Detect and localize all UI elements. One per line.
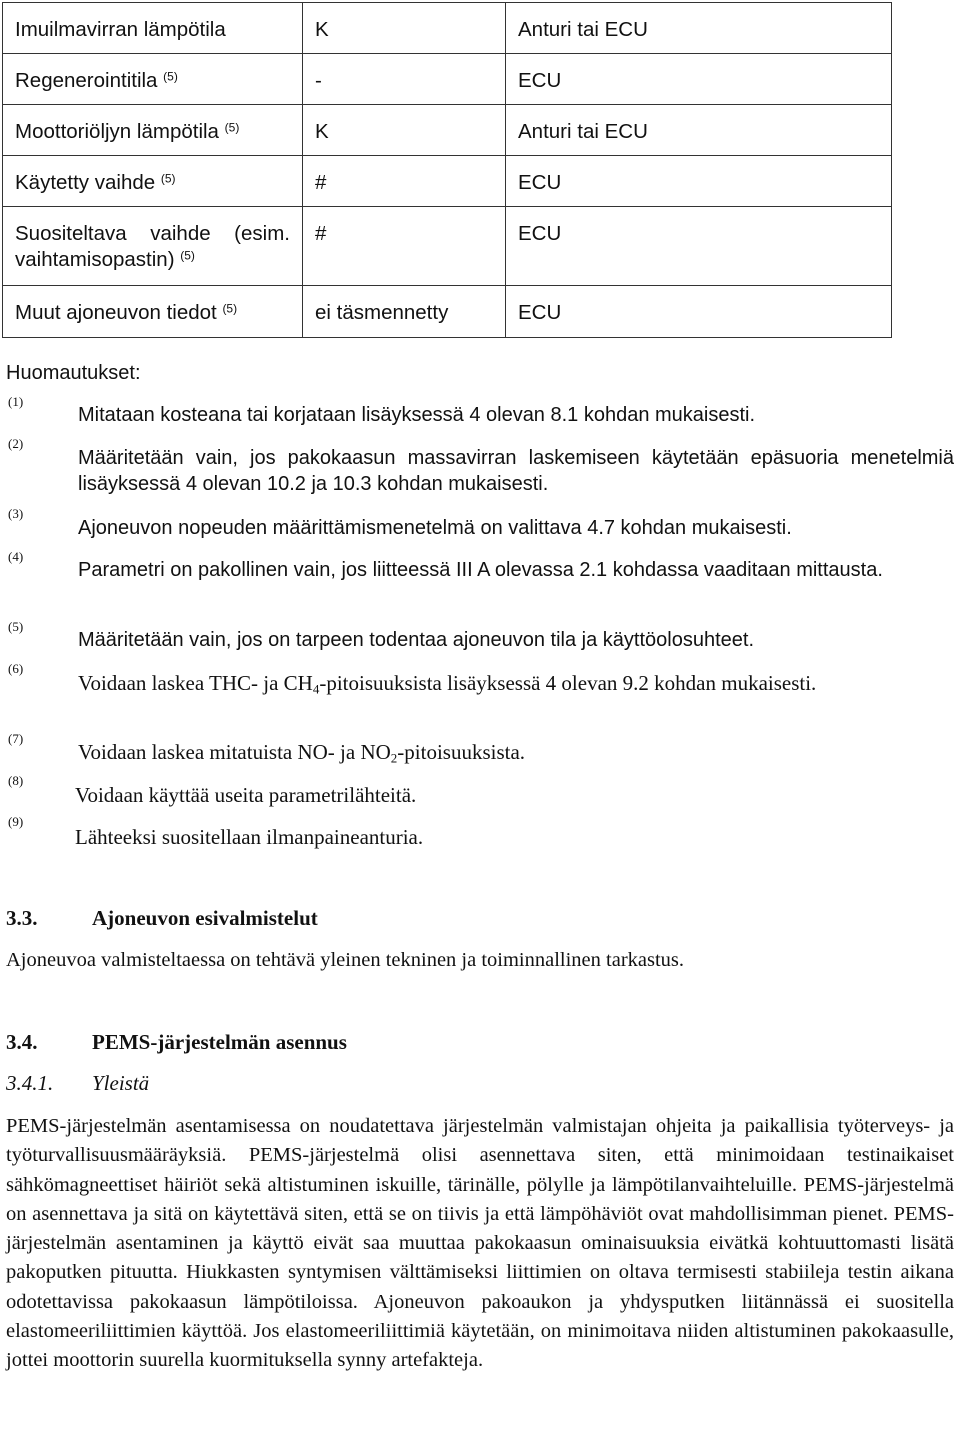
subsection-title: Yleistä [92,1071,150,1095]
source-cell: ECU [506,207,892,286]
subsection-heading [6,1071,149,1096]
note-text: Lähteeksi suositellaan ilmanpaineanturia. [75,825,424,849]
note-number: (9) [8,814,24,829]
footnote-ref: (5) [163,69,178,84]
source-cell: ECU [506,286,892,338]
param-name: Käytetty vaihde [15,171,156,194]
table-row [3,54,892,105]
notes-title: Huomautukset: [6,362,141,384]
unit-cell: K [303,3,506,54]
note-number: (4) [8,549,24,564]
param-name-line1: Suositeltava vaihde (esim. [15,222,290,245]
source-cell: ECU [506,54,892,105]
note-text [78,739,954,765]
unit-cell: K [303,105,506,156]
param-name: Moottoriöljyn lämpötila [15,120,219,143]
source-cell: Anturi tai ECU [506,105,892,156]
note-text-a: Voidaan laskea mitatuista NO- ja NO [78,740,391,764]
param-cell [3,3,303,54]
param-cell [3,54,303,105]
table-row [3,156,892,207]
note-text: Määritetään vain, jos on tarpeen todentaa ajoneuvon tila ja käyttöolosuhteet. [78,629,755,651]
unit-cell: # [303,156,506,207]
table-row [3,105,892,156]
note-text-b: -pitoisuuksista. [397,740,526,764]
footnote-ref: (5) [160,171,176,186]
param-cell [3,207,303,286]
section-heading [6,906,318,931]
table-row [3,286,892,338]
subscript: 2 [390,750,398,766]
param-cell [3,105,303,156]
param-name: Muut ajoneuvon tiedot [15,301,217,324]
unit-cell: # [303,207,506,286]
note-text-a: Voidaan laskea THC- ja CH [78,671,313,695]
note-text: Voidaan käyttää useita parametrilähteitä. [75,783,417,807]
note-text: Parametri on pakollinen vain, jos liitteessä III A olevassa 2.1 kohdassa vaaditaan mittausta. [78,559,883,581]
note-text: Ajoneuvon nopeuden määrittämismenetelmä on valittava 4.7 kohdan mukaisesti. [78,517,792,539]
note-number: (5) [8,619,24,634]
parameter-table [2,2,892,338]
table-row [3,3,892,54]
source-cell: ECU [506,156,892,207]
table-row [3,207,892,286]
section-number: 3.4. [6,1030,38,1054]
footnote-ref: (5) [224,120,240,135]
section-heading [6,1030,347,1055]
param-cell [3,156,303,207]
subsection-number: 3.4.1. [6,1071,54,1095]
note-number: (1) [8,394,24,409]
note-text: Määritetään vain, jos pakokaasun massavirran laskemiseen käytetään epäsuoria menetelmiä lisäyksessä 4 olevan 10.2 ja 10.3 kohdan mukaisesti. [78,447,954,495]
note-number: (6) [8,661,24,676]
section-body: Ajoneuvoa valmisteltaessa on tehtävä yleinen tekninen ja toiminnallinen tarkastus. [6,949,685,971]
note-text: Mitataan kosteana tai korjataan lisäyksessä 4 olevan 8.1 kohdan mukaisesti. [78,404,756,426]
note-text [78,670,954,696]
section-title: Ajoneuvon esivalmistelut [92,906,318,930]
section-title: PEMS-järjestelmän asennus [92,1030,347,1054]
note-number: (7) [8,731,24,746]
note-number: (2) [8,436,24,451]
param-name: Imuilmavirran lämpötila [15,18,226,41]
footnote-ref: (5) [180,248,195,263]
unit-cell: - [303,54,506,105]
section-number: 3.3. [6,906,38,930]
source-cell: Anturi tai ECU [506,3,892,54]
section-body: PEMS-järjestelmän asentamisessa on noudatettava järjestelmän valmistajan ohjeita ja paikallisia työterveys- ja työturvallisuusmääräyksiä. PEMS-järjestelmä olisi asennettava siten, että minimoidaan testinaikaiset sähkömagneettiset häiriöt sekä altistuminen iskuille, tärinälle, pölylle ja lämpötilanvaihteluille. PEMS-järjestelmä on asennettava ja sitä on käytettävä siten, että se on tiivis ja että lämpöhäviöt ovat mahdollisimman pienet. PEMS-järjestelmän asentaminen ja käyttö eivät saa muuttaa pakokaasun ominaisuuksia eivätkä kohtuuttomasti lisätä pakoputken pituutta. Hiukkasten syntymisen välttämiseksi liittimien on oltava termisesti stabiileja testin aikana odotettavissa pakokaasun lämpötiloissa. Ajoneuvon pakoaukon ja yhdysputken liitännässä ei suositella elastomeeriliittimien käyttöä. Jos elastomeeriliittimiä käytetään, on minimoitava niiden altistuminen pakokaasulle, jottei moottorin suurella kuormituksella synny artefakteja. [6,1115,954,1372]
note-number: (3) [8,506,24,521]
footnote-ref: (5) [222,301,238,316]
note-number: (8) [8,773,24,788]
note-text-b: -pitoisuuksista lisäyksessä 4 olevan 9.2 kohdan mukaisesti. [319,671,817,695]
param-name: Regenerointitila [15,69,158,92]
param-name-line2: vaihtamisopastin) [15,248,175,271]
param-cell [3,286,303,338]
subscript: 4 [312,681,320,697]
unit-cell: ei täsmennetty [303,286,506,338]
